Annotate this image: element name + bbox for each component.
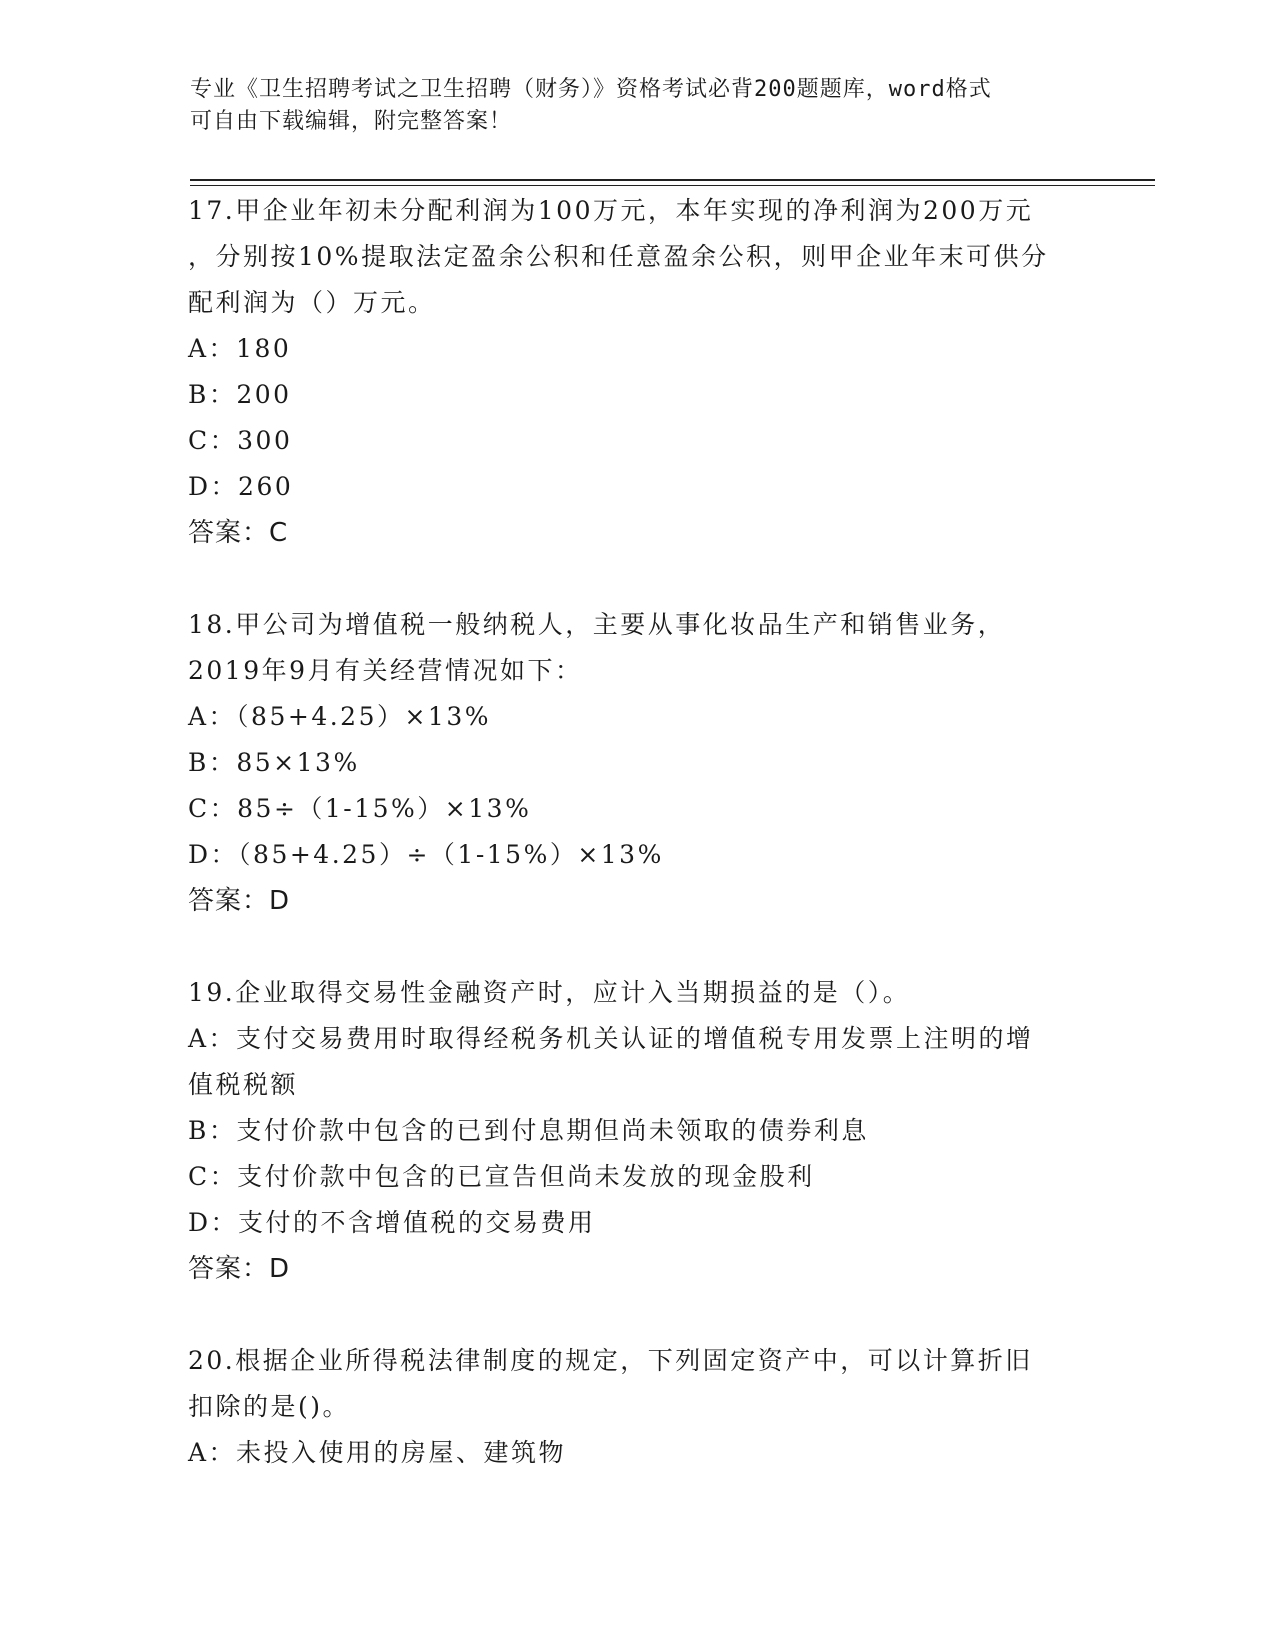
option-a: A：180 bbox=[188, 334, 292, 363]
header-line-1: 专业《卫生招聘考试之卫生招聘（财务）》资格考试必背200题题库，word格式 bbox=[190, 77, 992, 102]
question-stem-line: 19.企业取得交易性金融资产时，应计入当期损益的是（）。 bbox=[188, 978, 911, 1007]
question-19 bbox=[188, 970, 1088, 1292]
option-a: A：未投入使用的房屋、建筑物 bbox=[188, 1438, 567, 1467]
header-divider-thick bbox=[190, 179, 1155, 181]
option-b: B：85×13% bbox=[188, 748, 360, 777]
option-c: C：300 bbox=[188, 426, 293, 455]
question-stem-line: 17.甲企业年初未分配利润为100万元，本年实现的净利润为200万元 bbox=[188, 196, 1034, 225]
option-c: C：85÷（1-15%）×13% bbox=[188, 794, 532, 823]
question-stem-line: 2019年9月有关经营情况如下： bbox=[188, 656, 583, 685]
document-header bbox=[190, 74, 1090, 138]
option-d: D：（85+4.25）÷（1-15%）×13% bbox=[188, 840, 664, 869]
option-b: B：支付价款中包含的已到付息期但尚未领取的债券利息 bbox=[188, 1116, 869, 1145]
option-a: A：（85+4.25）×13% bbox=[188, 702, 491, 731]
question-20 bbox=[188, 1338, 1088, 1476]
question-stem-line: ，分别按10%提取法定盈余公积和任意盈余公积，则甲企业年末可供分 bbox=[188, 242, 1049, 271]
answer-label: 答案：C bbox=[188, 518, 289, 548]
option-a: A：支付交易费用时取得经税务机关认证的增值税专用发票上注明的增 bbox=[188, 1024, 1034, 1053]
option-d: D：支付的不含增值税的交易费用 bbox=[188, 1208, 596, 1237]
question-list bbox=[188, 188, 1088, 1476]
option-a-continued: 值税税额 bbox=[188, 1070, 299, 1099]
header-line-2: 可自由下载编辑，附完整答案！ bbox=[190, 109, 513, 134]
option-d: D：260 bbox=[188, 472, 294, 501]
option-b: B：200 bbox=[188, 380, 292, 409]
question-stem-line: 扣除的是()。 bbox=[188, 1392, 351, 1421]
question-17 bbox=[188, 188, 1088, 556]
question-stem-line: 20.根据企业所得税法律制度的规定，下列固定资产中，可以计算折旧 bbox=[188, 1346, 1033, 1375]
question-stem-line: 配利润为（）万元。 bbox=[188, 288, 436, 317]
question-18 bbox=[188, 602, 1088, 924]
option-c: C：支付价款中包含的已宣告但尚未发放的现金股利 bbox=[188, 1162, 815, 1191]
question-stem-line: 18.甲公司为增值税一般纳税人，主要从事化妆品生产和销售业务， bbox=[188, 610, 1006, 639]
answer-label: 答案：D bbox=[188, 886, 291, 916]
header-divider-thin bbox=[190, 185, 1155, 186]
answer-label: 答案：D bbox=[188, 1254, 291, 1284]
